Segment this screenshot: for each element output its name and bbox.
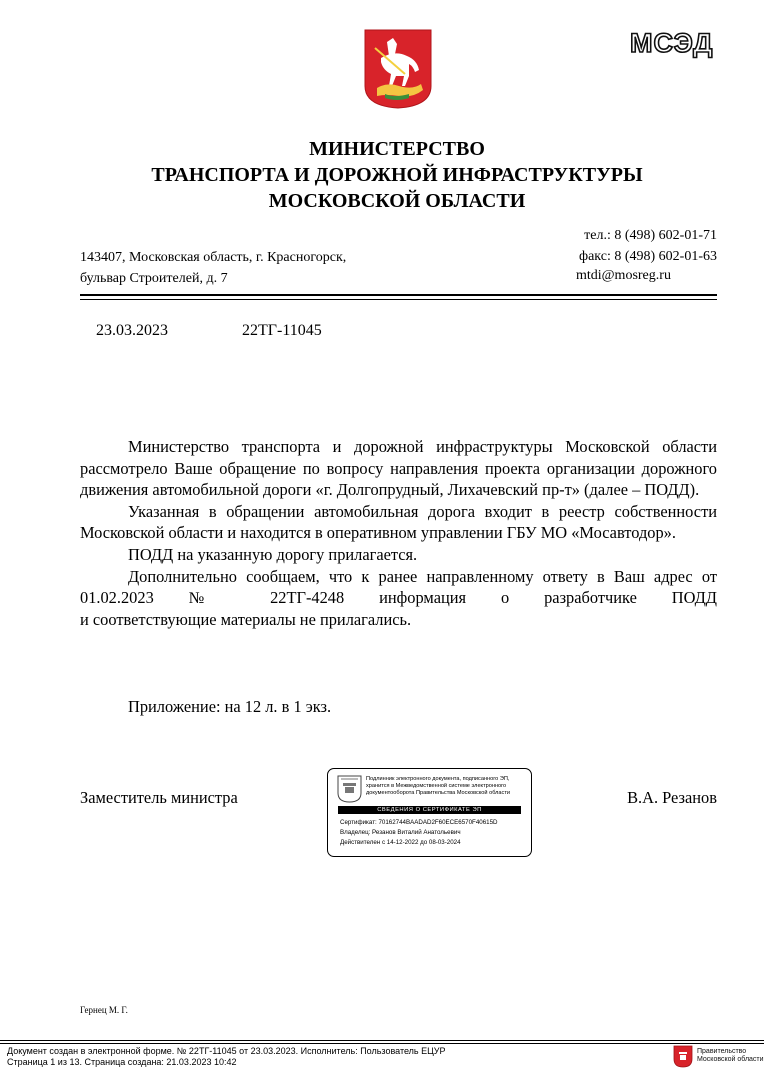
stamp-validity: Действителен с 14-12-2022 до 08-03-2024 bbox=[340, 839, 461, 846]
signer-position: Заместитель министра bbox=[80, 788, 238, 807]
org-line-1: МИНИСТЕРСТВО bbox=[309, 138, 485, 160]
stamp-certificate: Сертификат: 70162744BAADAD2F60ECE6570F40615D bbox=[340, 819, 498, 826]
footer-line-2: Страница 1 из 13. Страница создана: 21.03.2023 10:42 bbox=[7, 1057, 237, 1067]
org-line-2: ТРАНСПОРТА И ДОРОЖНОЙ ИНФРАСТРУКТУРЫ bbox=[151, 164, 643, 186]
contact-phones bbox=[560, 225, 717, 267]
paragraph-1: Министерство транспорта и дорожной инфраструктуры Московской области рассмотрело Ваше обращение по вопросу направления проекта организации дорожного движения автомобильной дороги «г. Долгопрудный, Лихачевский пр-т» (далее – ПОДД). bbox=[80, 437, 717, 500]
letter-body bbox=[80, 436, 717, 630]
footer-line-1: Документ создан в электронной форме. № 22ТГ-11045 от 23.03.2023. Исполнитель: Пользователь ЕЦУР bbox=[7, 1046, 446, 1056]
signer-name: В.А. Резанов bbox=[627, 788, 717, 807]
government-label bbox=[697, 1048, 764, 1064]
gov-line-2: Московской области bbox=[697, 1056, 764, 1063]
stamp-title: СВЕДЕНИЯ О СЕРТИФИКАТЕ ЭП bbox=[338, 806, 521, 814]
fax: факс: 8 (498) 602-01-63 bbox=[579, 249, 717, 264]
paragraph-2: Указанная в обращении автомобильная дорога входит в реестр собственности Московской области и находится в оперативном управлении ГБУ МО «Мосавтодор». bbox=[80, 501, 717, 543]
paragraph-3: ПОДД на указанную дорогу прилагается. bbox=[128, 544, 418, 564]
document-number: 22ТГ-11045 bbox=[242, 322, 322, 339]
executor: Гернец М. Г. bbox=[80, 1005, 128, 1015]
msed-logo: МСЭД bbox=[630, 28, 714, 58]
organization-heading bbox=[0, 136, 764, 214]
address bbox=[80, 247, 346, 289]
paragraph-4-end: и соответствующие материалы не прилагались. bbox=[80, 609, 412, 629]
org-line-3: МОСКОВСКОЙ ОБЛАСТИ bbox=[268, 190, 526, 212]
government-emblem-icon bbox=[673, 1045, 693, 1068]
footer-divider-2 bbox=[0, 1043, 764, 1044]
document-date: 23.03.2023 bbox=[96, 322, 168, 339]
paragraph-4: Дополнительно сообщаем, что к ранее направленному ответу в Ваш адрес от 01.02.2023 № 22ТГ-4248 информация о разработчике ПОДД bbox=[80, 566, 717, 608]
header-divider-thin bbox=[80, 299, 717, 300]
electronic-signature-stamp bbox=[327, 768, 532, 857]
phone: тел.: 8 (498) 602-01-71 bbox=[584, 228, 717, 243]
stamp-description: Подлинник электронного документа, подписанного ЭП, хранится в Межведомственной системе электронного документооборота Правительства Московской области bbox=[366, 776, 511, 796]
attachment-note: Приложение: на 12 л. в 1 экз. bbox=[128, 697, 332, 716]
moscow-region-coat-of-arms-icon bbox=[363, 28, 433, 110]
address-line-1: 143407, Московская область, г. Красногорск, bbox=[80, 250, 347, 265]
email: mtdi@mosreg.ru bbox=[576, 268, 671, 283]
footer-info bbox=[7, 1046, 446, 1068]
gov-line-1: Правительство bbox=[697, 1048, 747, 1055]
mo-emblem-icon bbox=[337, 775, 362, 803]
footer-divider bbox=[0, 1040, 764, 1041]
stamp-owner: Владелец: Резанов Виталий Анатольевич bbox=[340, 829, 461, 836]
address-line-2: бульвар Строителей, д. 7 bbox=[80, 271, 228, 286]
header-divider-thick bbox=[80, 294, 717, 296]
